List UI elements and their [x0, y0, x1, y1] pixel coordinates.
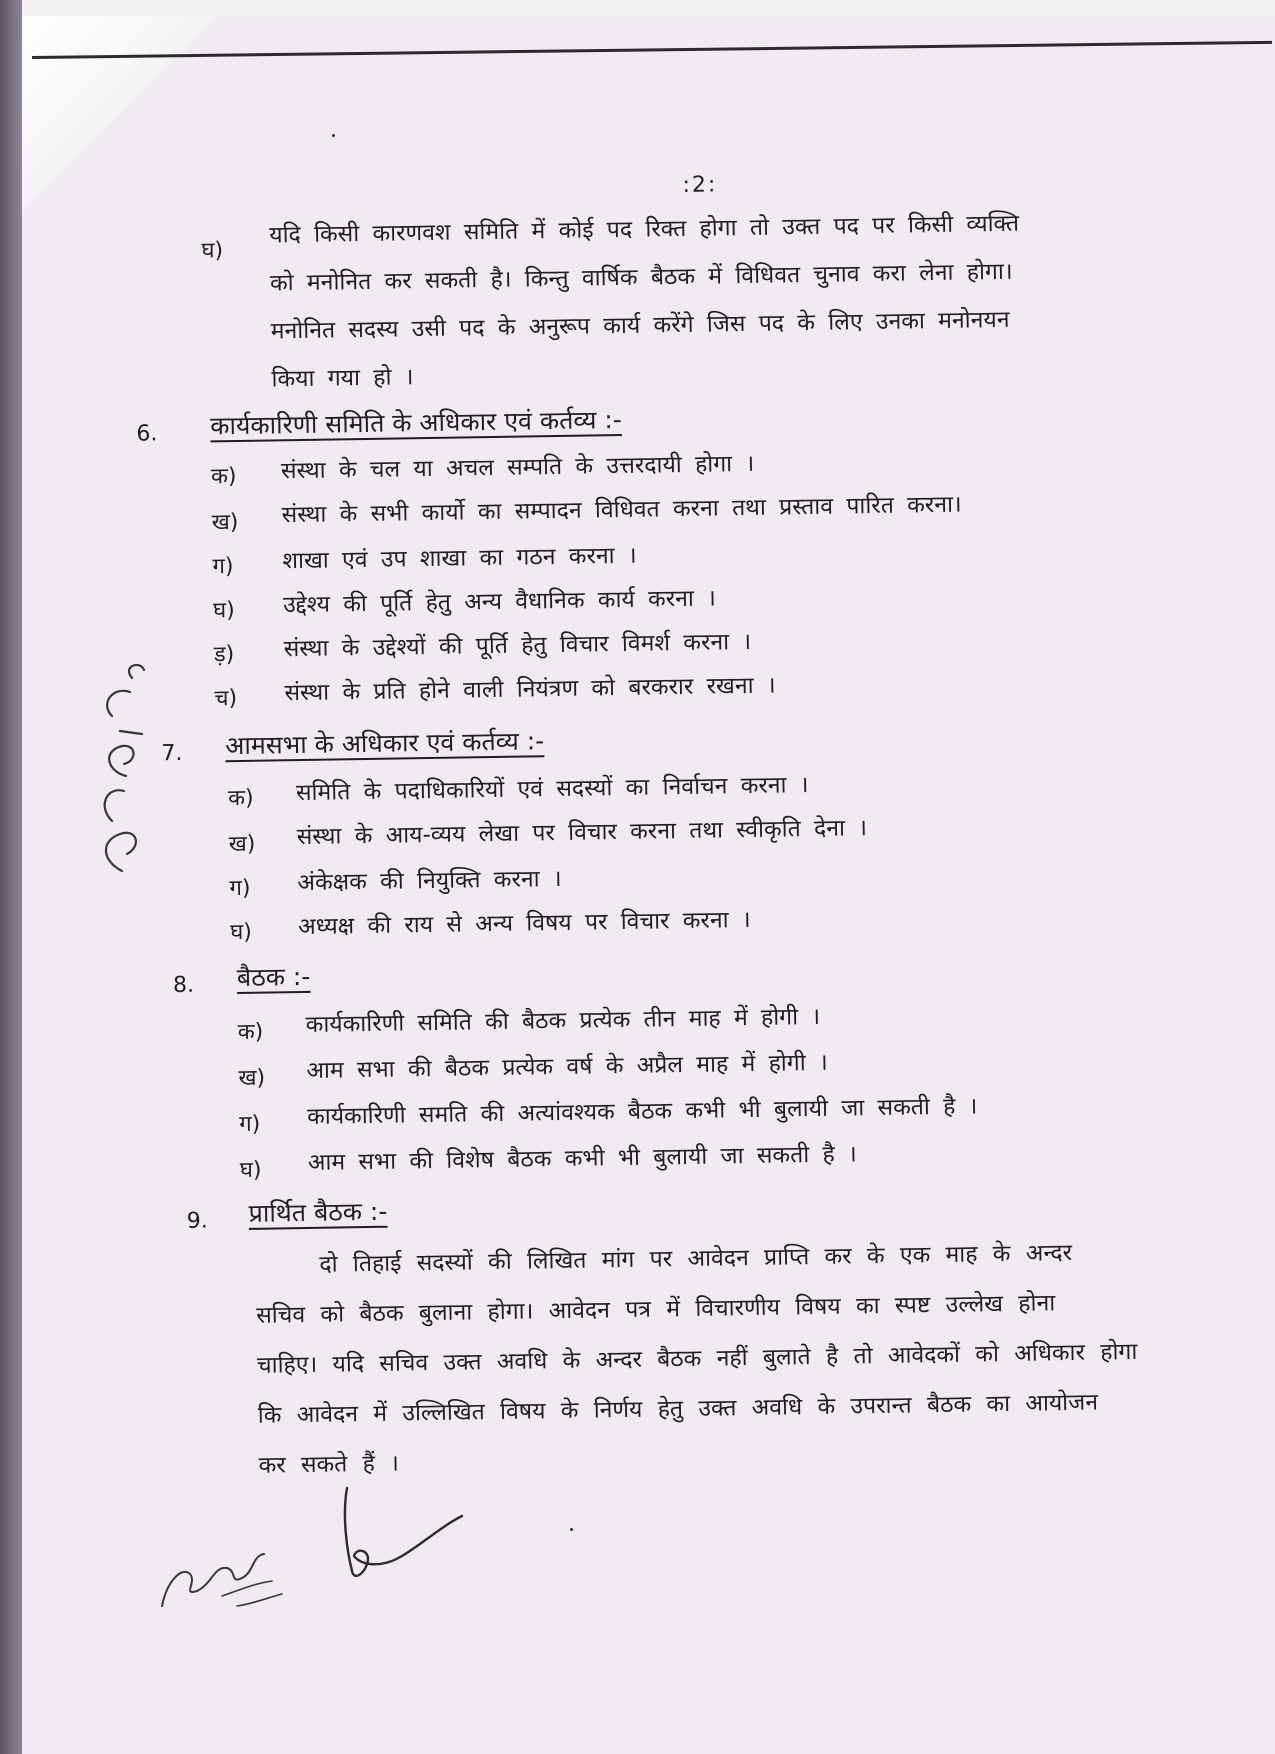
list-item-text: आम सभा की बैठक प्रत्येक वर्ष के अप्रैल माह में होगी ।	[306, 1049, 828, 1084]
paper-sheet	[22, 16, 1275, 1754]
list-item-text: समिति के पदाधिकारियों एवं सदस्यों का निर्वाचन करना ।	[295, 772, 809, 807]
intro-line: को मनोनित कर सकती है। किन्तु वार्षिक बैठक में विधिवत चुनाव करा लेना होगा।	[269, 258, 1013, 297]
intro-line: मनोनित सदस्य उसी पद के अनुरूप कार्य करेंगे जिस पद के लिए उनका मनोनयन	[270, 306, 1010, 345]
list-item-marker: घ)	[212, 598, 235, 624]
list-item-marker: ग)	[212, 554, 234, 580]
list-item-text: संस्था के प्रति होने वाली नियंत्रण को बरकरार रखना ।	[284, 672, 776, 707]
list-item-marker: ख)	[228, 831, 256, 858]
list-item-text: संस्था के सभी कार्यो का सम्पादन विधिवत करना तथा प्रस्ताव पारित करना।	[281, 491, 962, 529]
scanner-left-edge	[0, 0, 22, 1754]
section-number: 9.	[186, 1208, 208, 1234]
list-item-marker: क)	[227, 785, 254, 812]
list-item-marker: क)	[237, 1019, 264, 1046]
section-heading: कार्यकारिणी समिति के अधिकार एवं कर्तव्य :-	[210, 404, 622, 441]
list-item-text: कार्यकारिणी समति की अत्यांवश्यक बैठक कभी भी बुलायी जा सकती है ।	[306, 1093, 978, 1130]
paragraph-line: चाहिए। यदि सचिव उक्त अवधि के अन्दर बैठक नहीं बुलाते है तो आवेदकों को अधिकार होगा	[256, 1338, 1138, 1379]
paragraph-line: सचिव को बैठक बुलाना होगा। आवेदन पत्र में विचारणीय विषय का स्पष्ट उल्लेख होना	[256, 1290, 1056, 1329]
section-heading: प्रार्थित बैठक :-	[248, 1196, 388, 1228]
list-item-marker: च)	[214, 686, 238, 712]
paragraph-line: कर सकते हैं ।	[258, 1450, 400, 1479]
list-item-text: संस्था के चल या अचल सम्पति के उत्तरदायी होगा ।	[280, 450, 755, 485]
list-item-text: कार्यकारिणी समिति की बैठक प्रत्येक तीन माह में होगी ।	[305, 1003, 821, 1038]
list-item-marker: घ)	[239, 1157, 262, 1184]
list-item-text: अध्यक्ष की राय से अन्य विषय पर विचार करना ।	[297, 906, 751, 941]
list-item-text: संस्था के आय-व्यय लेखा पर विचार करना तथा स्वीकृति देना ।	[296, 815, 868, 851]
section-number: 7.	[161, 740, 183, 767]
list-item-marker: घ)	[230, 919, 253, 946]
page-number: :2:	[682, 172, 718, 198]
section-number: 6.	[136, 421, 158, 447]
list-item-marker: ख)	[238, 1065, 266, 1092]
list-item-text: संस्था के उद्देश्यों की पूर्ति हेतु विचार विमर्श करना ।	[283, 628, 752, 663]
scan-speck	[332, 134, 335, 137]
section-heading: आमसभा के अधिकार एवं कर्तव्य :-	[225, 726, 545, 761]
scan-speck	[570, 1528, 573, 1531]
paragraph-line: दो तिहाई सदस्यों की लिखित मांग पर आवेदन प्राप्ति कर के एक माह के अन्दर	[319, 1239, 1073, 1278]
list-item-text: शाखा एवं उप शाखा का गठन करना ।	[282, 542, 637, 575]
list-item-marker: ग)	[229, 875, 251, 902]
list-item-marker: ग)	[239, 1111, 261, 1138]
section-heading: बैठक :-	[236, 961, 311, 993]
list-item-text: उद्देश्य की पूर्ति हेतु अन्य वैधानिक कार्य करना ।	[282, 585, 717, 619]
list-item-marker: ख)	[211, 509, 239, 536]
list-item-text: आम सभा की विशेष बैठक कभी भी बुलायी जा सकती है ।	[307, 1141, 857, 1176]
intro-marker: घ)	[201, 238, 224, 264]
list-item-text: अंकेक्षक की नियुक्ति करना ।	[297, 865, 562, 897]
intro-line: किया गया हो ।	[271, 364, 414, 393]
list-item-marker: ड़)	[213, 642, 235, 668]
list-item-marker: क)	[210, 464, 237, 490]
document-content	[22, 16, 1275, 1754]
intro-line: यदि किसी कारणवश समिति में कोई पद रिक्त होगा तो उक्त पद पर किसी व्यक्ति	[269, 210, 1020, 249]
paragraph-line: कि आवेदन में उल्लिखित विषय के निर्णय हेतु उक्त अवधि के उपरान्त बैठक का आयोजन	[257, 1389, 1099, 1429]
section-number: 8.	[172, 972, 195, 999]
